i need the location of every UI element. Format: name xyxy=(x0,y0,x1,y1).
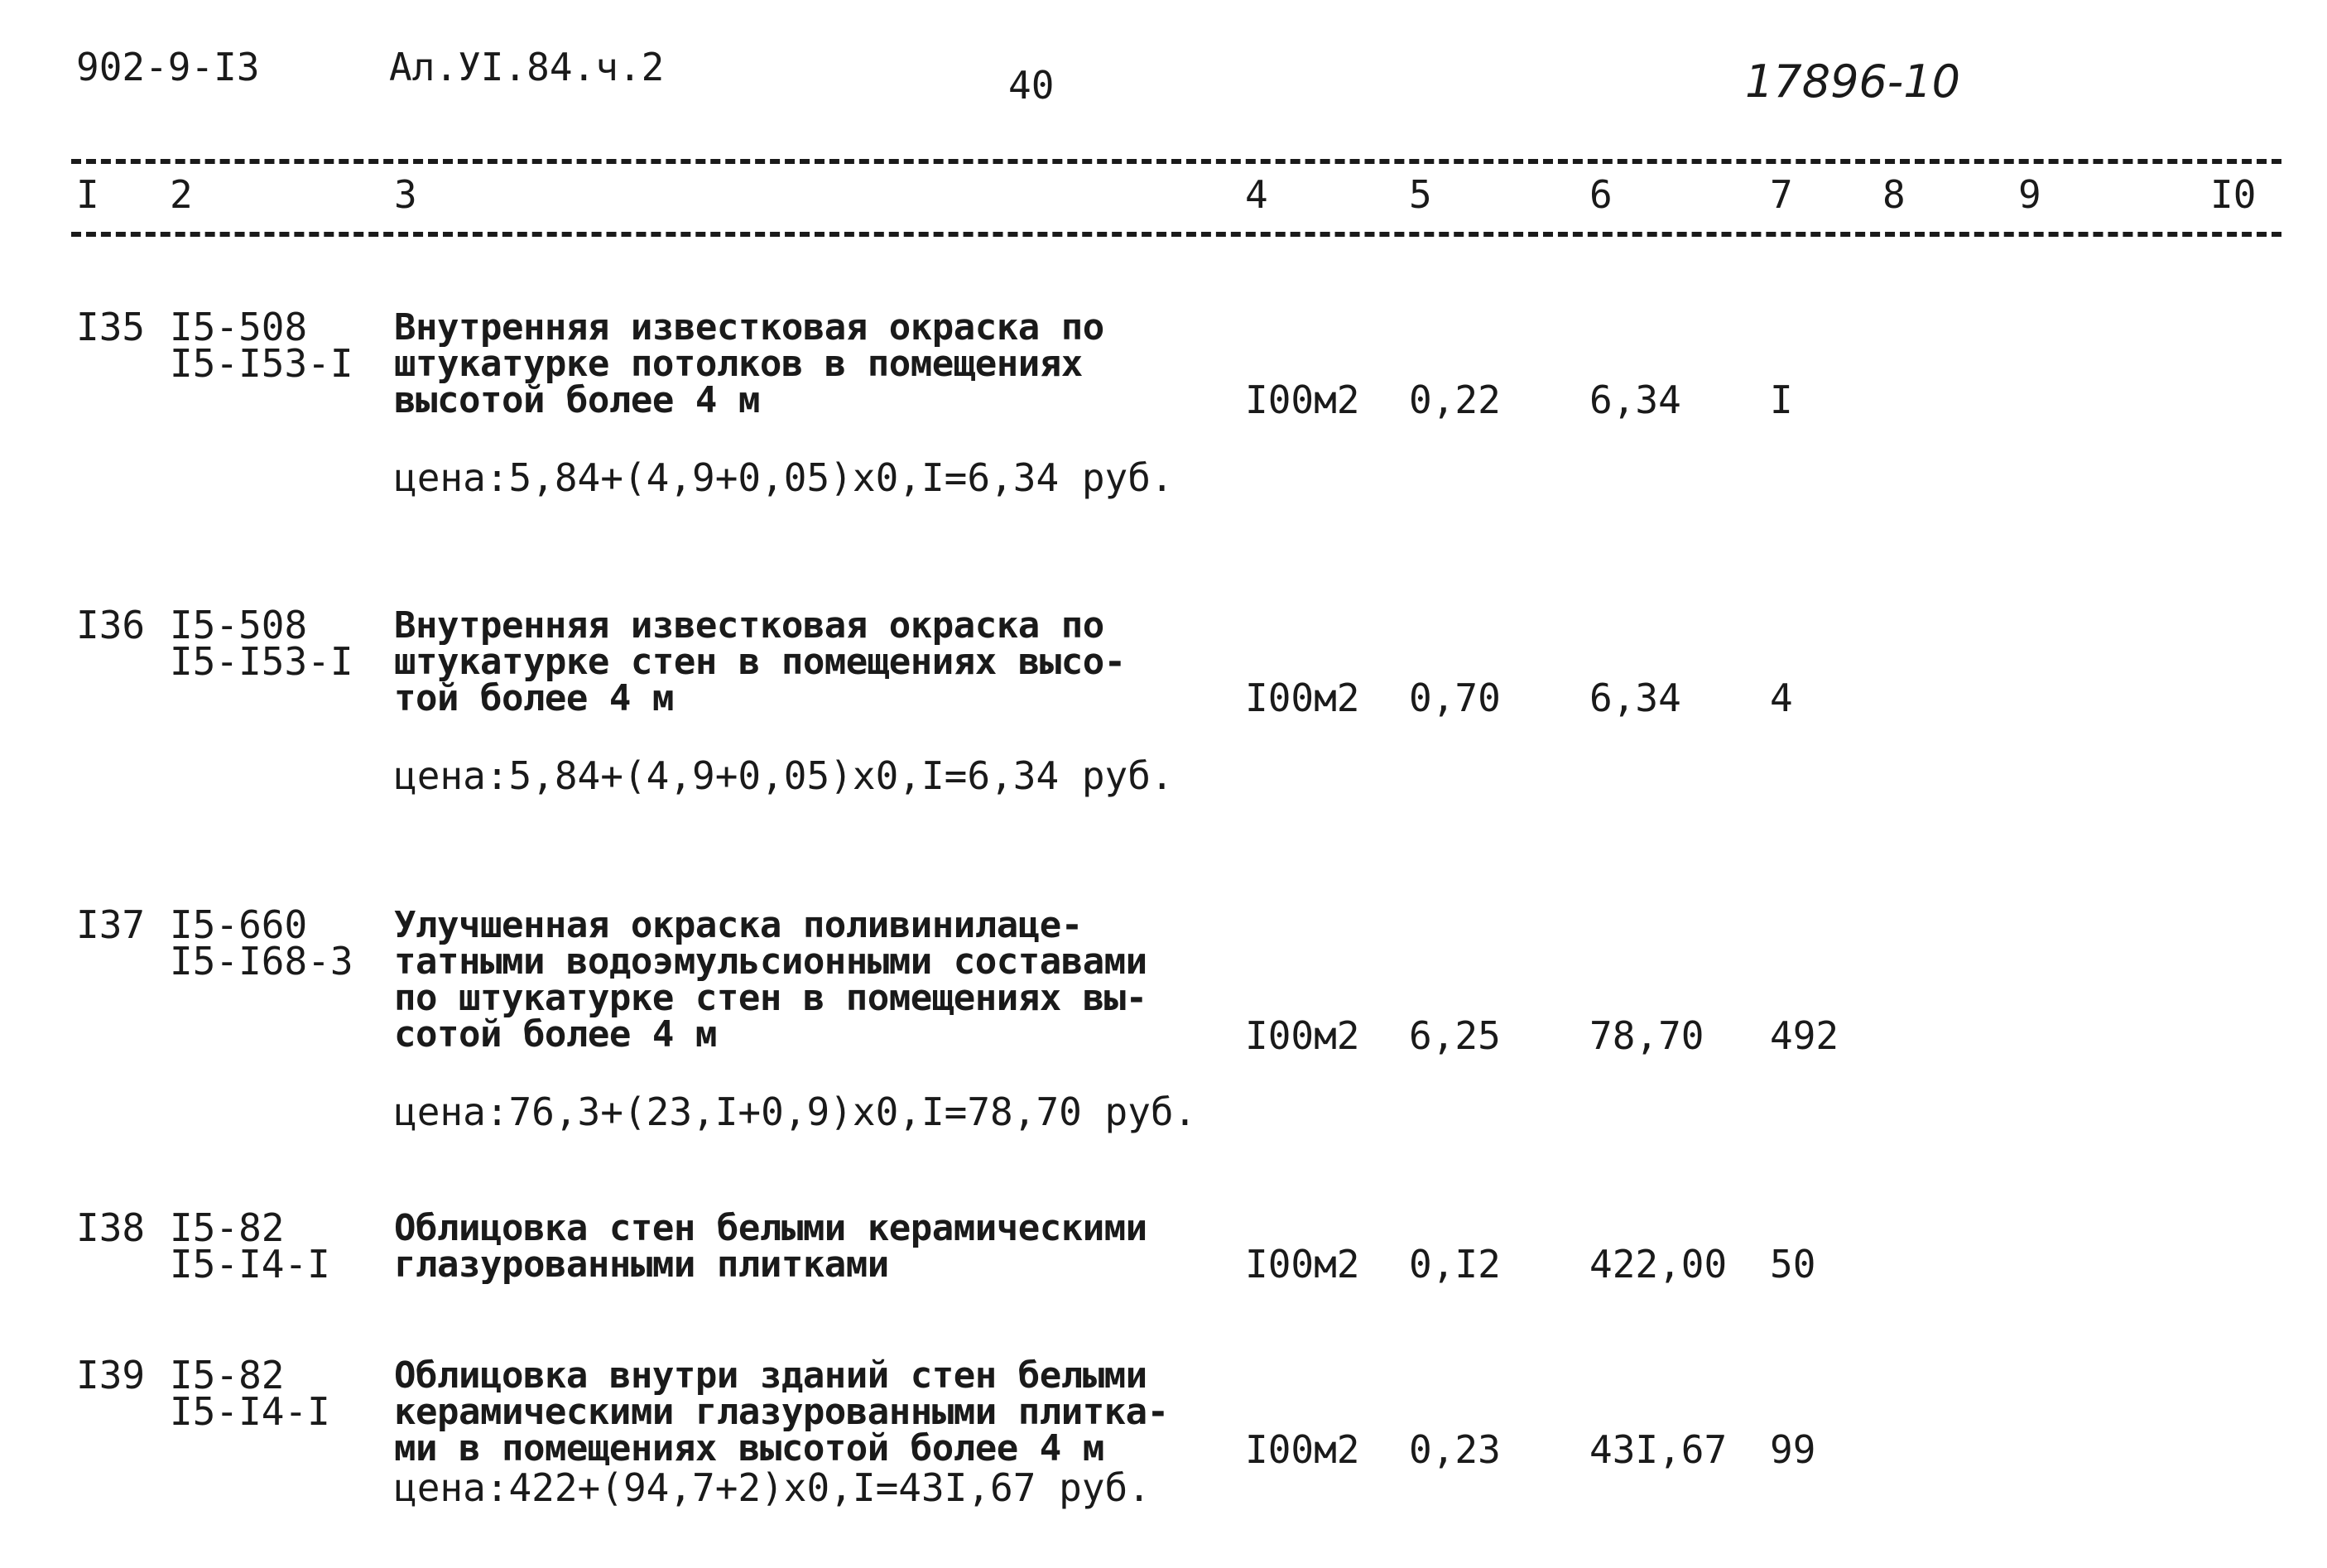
work-description-line: высотой более 4 м xyxy=(394,379,760,421)
row-number: I38 xyxy=(76,1205,146,1250)
rate-subcode: I5-I53-I xyxy=(170,341,353,386)
unit-of-measure: I00м2 xyxy=(1245,1013,1360,1058)
rate-subcode: I5-I68-3 xyxy=(170,939,353,984)
album-reference: Ал.УI.84.ч.2 xyxy=(389,45,665,89)
rate-subcode: I5-I4-I xyxy=(170,1389,330,1434)
column-header-4: 4 xyxy=(1245,172,1268,217)
row-number: I39 xyxy=(76,1353,146,1397)
document-code: 902-9-I3 xyxy=(76,45,260,89)
row-number: I37 xyxy=(76,902,146,947)
rate-code: I5-508 xyxy=(170,603,308,647)
rate-subcode: I5-I53-I xyxy=(170,639,353,684)
column-header-9: 9 xyxy=(2018,172,2041,217)
work-description-line: татными водоэмульсионными составами xyxy=(394,940,1147,983)
work-description-line: Внутренняя известковая окраска по xyxy=(394,306,1104,349)
row-number: I36 xyxy=(76,603,146,647)
quantity: 0,22 xyxy=(1409,378,1501,422)
unit-of-measure: I00м2 xyxy=(1245,1242,1360,1287)
rate-code: I5-508 xyxy=(170,305,308,349)
quantity: 0,70 xyxy=(1409,676,1501,720)
total-cost: I xyxy=(1770,378,1793,422)
handwritten-sheet-code: 17896-10 xyxy=(1745,55,1960,108)
quantity: 0,23 xyxy=(1409,1427,1501,1472)
rate-code: I5-82 xyxy=(170,1353,285,1397)
column-header-7: 7 xyxy=(1770,172,1793,217)
unit-price: 6,34 xyxy=(1589,378,1681,422)
column-header-6: 6 xyxy=(1589,172,1613,217)
quantity: 6,25 xyxy=(1409,1013,1501,1058)
page-number: 40 xyxy=(1008,63,1055,108)
work-description-line: ми в помещениях высотой более 4 м xyxy=(394,1427,1104,1469)
rate-code: I5-660 xyxy=(170,902,308,947)
column-header-8: 8 xyxy=(1882,172,1906,217)
header-top-dashed-rule xyxy=(71,159,2281,164)
work-description-line: Облицовка внутри зданий стен белыми xyxy=(394,1354,1147,1397)
quantity: 0,I2 xyxy=(1409,1242,1501,1287)
work-description-line: керамическими глазурованными плитка- xyxy=(394,1391,1169,1433)
price-formula: цена:5,84+(4,9+0,05)x0,I=6,34 руб. xyxy=(394,455,1174,500)
unit-price: 6,34 xyxy=(1589,676,1681,720)
column-header-5: 5 xyxy=(1409,172,1432,217)
work-description-line: штукатурке стен в помещениях высо- xyxy=(394,641,1126,683)
work-description-line: Внутренняя известковая окраска по xyxy=(394,604,1104,647)
row-number: I35 xyxy=(76,305,146,349)
work-description-line: сотой более 4 м xyxy=(394,1013,717,1056)
work-description-line: Улучшенная окраска поливинилаце- xyxy=(394,904,1083,946)
column-header-10: I0 xyxy=(2210,172,2257,217)
header-bottom-dashed-rule xyxy=(71,232,2281,237)
total-cost: 99 xyxy=(1770,1427,1816,1472)
unit-of-measure: I00м2 xyxy=(1245,378,1360,422)
unit-price: 422,00 xyxy=(1589,1242,1728,1287)
unit-price: 78,70 xyxy=(1589,1013,1704,1058)
total-cost: 492 xyxy=(1770,1013,1839,1058)
work-description-line: той более 4 м xyxy=(394,677,674,719)
work-description-line: глазурованными плитками xyxy=(394,1243,889,1286)
unit-price: 43I,67 xyxy=(1589,1427,1728,1472)
work-description-line: по штукатурке стен в помещениях вы- xyxy=(394,977,1147,1019)
price-formula: цена:76,3+(23,I+0,9)x0,I=78,70 руб. xyxy=(394,1089,1197,1134)
price-formula: цена:5,84+(4,9+0,05)x0,I=6,34 руб. xyxy=(394,753,1174,798)
total-cost: 50 xyxy=(1770,1242,1816,1287)
unit-of-measure: I00м2 xyxy=(1245,676,1360,720)
work-description-line: штукатурке потолков в помещениях xyxy=(394,343,1083,385)
work-description-line: Облицовка стен белыми керамическими xyxy=(394,1207,1147,1249)
column-header-2: 2 xyxy=(170,172,193,217)
rate-subcode: I5-I4-I xyxy=(170,1242,330,1287)
total-cost: 4 xyxy=(1770,676,1793,720)
rate-code: I5-82 xyxy=(170,1205,285,1250)
column-header-3: 3 xyxy=(394,172,417,217)
column-header-1: I xyxy=(76,172,99,217)
price-formula: цена:422+(94,7+2)x0,I=43I,67 руб. xyxy=(394,1465,1151,1510)
unit-of-measure: I00м2 xyxy=(1245,1427,1360,1472)
